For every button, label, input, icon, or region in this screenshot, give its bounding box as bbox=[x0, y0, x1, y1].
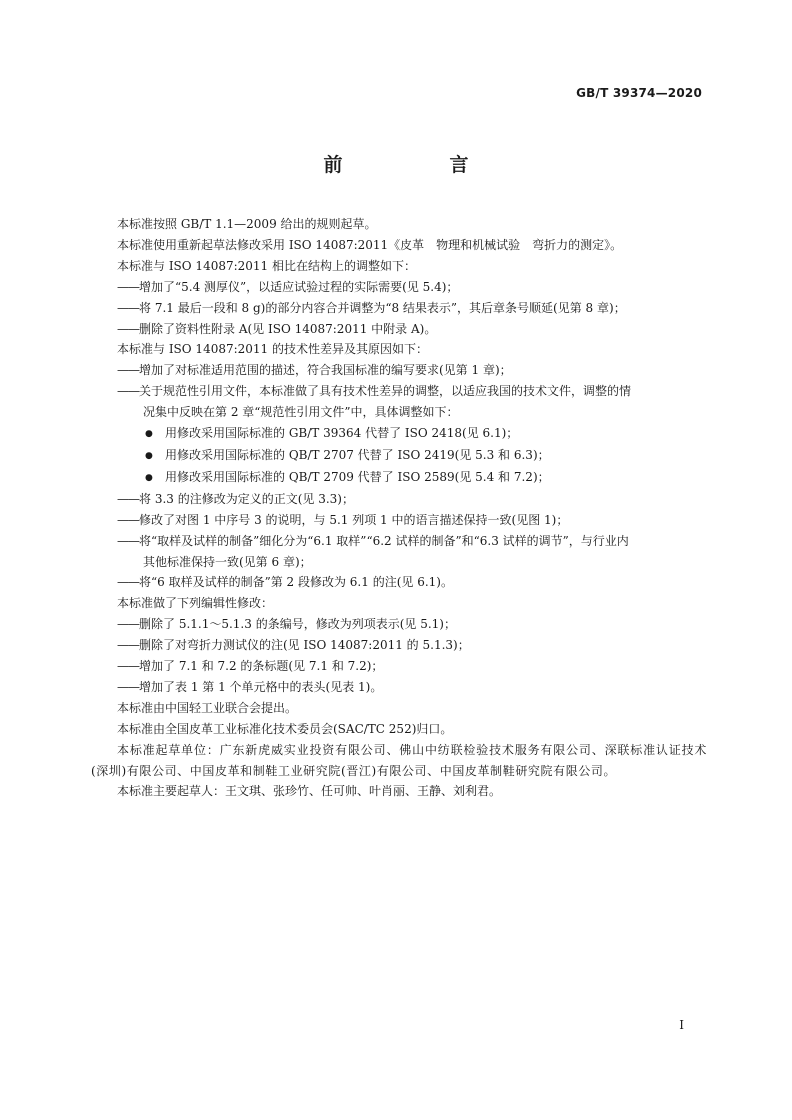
page-number: I bbox=[679, 1018, 684, 1032]
dash-mark: —— bbox=[117, 617, 139, 632]
dash-mark: —— bbox=[117, 512, 139, 527]
dash-mark: —— bbox=[117, 679, 139, 694]
list-item: ——增加了表 1 第 1 个单元格中的表头(见表 1)。 bbox=[117, 679, 383, 694]
paragraph-managed-by: 本标准由全国皮革工业标准化技术委员会(SAC/TC 252)归口。 bbox=[117, 721, 453, 736]
paragraph-drafters: 本标准主要起草人：王文琪、张珍竹、任可帅、叶肖丽、王静、刘利君。 bbox=[117, 784, 502, 799]
list-item: ——修改了对图 1 中序号 3 的说明，与 5.1 列项 1 中的语言描述保持一致(见图 1)； bbox=[117, 512, 569, 527]
list-item: ——增加了 7.1 和 7.2 的条标题(见 7.1 和 7.2)； bbox=[117, 659, 384, 674]
bullet-item: ● 用修改采用国际标准的 QB/T 2709 代替了 ISO 2589(见 5.4 和 7.2)； bbox=[91, 467, 707, 489]
list-item: ——删除了对弯折力测试仪的注(见 ISO 14087:2011 的 5.1.3)； bbox=[117, 638, 470, 653]
list-item-continuation: 其他标准保持一致(见第 6 章)； bbox=[143, 554, 312, 569]
bullet-icon: ● bbox=[145, 472, 153, 483]
paragraph-proposed-by: 本标准由中国轻工业联合会提出。 bbox=[117, 700, 298, 715]
page-title: 前 言 bbox=[323, 154, 513, 176]
paragraph-tech-intro: 本标准与 ISO 14087:2011 的技术性差异及其原因如下： bbox=[117, 342, 428, 357]
dash-mark: —— bbox=[117, 321, 139, 336]
bullet-item: ● 用修改采用国际标准的 GB/T 39364 代替了 ISO 2418(见 6.1)； bbox=[91, 423, 707, 445]
dash-mark: —— bbox=[117, 533, 139, 548]
foreword-body bbox=[91, 214, 707, 802]
paragraph-edit-intro: 本标准做了下列编辑性修改： bbox=[117, 596, 274, 611]
list-item: ——删除了资料性附录 A(见 ISO 14087:2011 中附录 A)。 bbox=[117, 321, 437, 336]
dash-mark: —— bbox=[117, 279, 139, 294]
bullet-icon: ● bbox=[145, 429, 153, 440]
dash-mark: —— bbox=[117, 300, 139, 315]
dash-mark: —— bbox=[117, 659, 139, 674]
list-item: ——将“取样及试样的制备”细化分为“6.1 取样”“6.2 试样的制备”和“6.3 试样的调节”，与行业内 bbox=[117, 533, 629, 548]
dash-mark: —— bbox=[117, 491, 139, 506]
list-item: ——将 7.1 最后一段和 8 g)的部分内容合并调整为“8 结果表示”，其后章条号顺延(见第 8 章)； bbox=[117, 300, 626, 315]
dash-mark: —— bbox=[117, 363, 139, 378]
bullet-item: ● 用修改采用国际标准的 QB/T 2707 代替了 ISO 2419(见 5.3 和 6.3)； bbox=[91, 445, 707, 467]
paragraph-structure-intro: 本标准与 ISO 14087:2011 相比在结构上的调整如下： bbox=[117, 258, 416, 273]
paragraph-adoption: 本标准使用重新起草法修改采用 ISO 14087:2011《皮革 物理和机械试验 弯折力的测定》。 bbox=[117, 237, 623, 252]
list-item-continuation: 况集中反映在第 2 章“规范性引用文件”中，具体调整如下： bbox=[143, 405, 459, 420]
paragraph-drafting-units: 本标准起草单位：广东新虎威实业投资有限公司、佛山中纺联检验技术服务有限公司、深联标准认证技术(深圳)有限公司、中国皮革和制鞋工业研究院(晋江)有限公司、中国皮革制鞋研究院有限公司。 bbox=[91, 742, 707, 778]
list-item: ——将“6 取样及试样的制备”第 2 段修改为 6.1 的注(见 6.1)。 bbox=[117, 575, 453, 590]
standard-number: GB/T 39374—2020 bbox=[576, 86, 702, 100]
list-item: ——关于规范性引用文件，本标准做了具有技术性差异的调整，以适应我国的技术文件，调整的情 bbox=[117, 384, 632, 399]
list-item: ——增加了对标准适用范围的描述，符合我国标准的编写要求(见第 1 章)； bbox=[117, 363, 512, 378]
dash-mark: —— bbox=[117, 575, 139, 590]
list-item: ——将 3.3 的注修改为定义的正文(见 3.3)； bbox=[117, 491, 354, 506]
paragraph-drafting-rules: 本标准按照 GB/T 1.1—2009 给出的规则起草。 bbox=[117, 217, 377, 231]
bullet-icon: ● bbox=[145, 450, 153, 461]
list-item: ——删除了 5.1.1～5.1.3 的条编号，修改为列项表示(见 5.1)； bbox=[117, 617, 456, 632]
list-item: ——增加了“5.4 测厚仪”，以适应试验过程的实际需要(见 5.4)； bbox=[117, 279, 459, 294]
dash-mark: —— bbox=[117, 384, 139, 399]
dash-mark: —— bbox=[117, 638, 139, 653]
